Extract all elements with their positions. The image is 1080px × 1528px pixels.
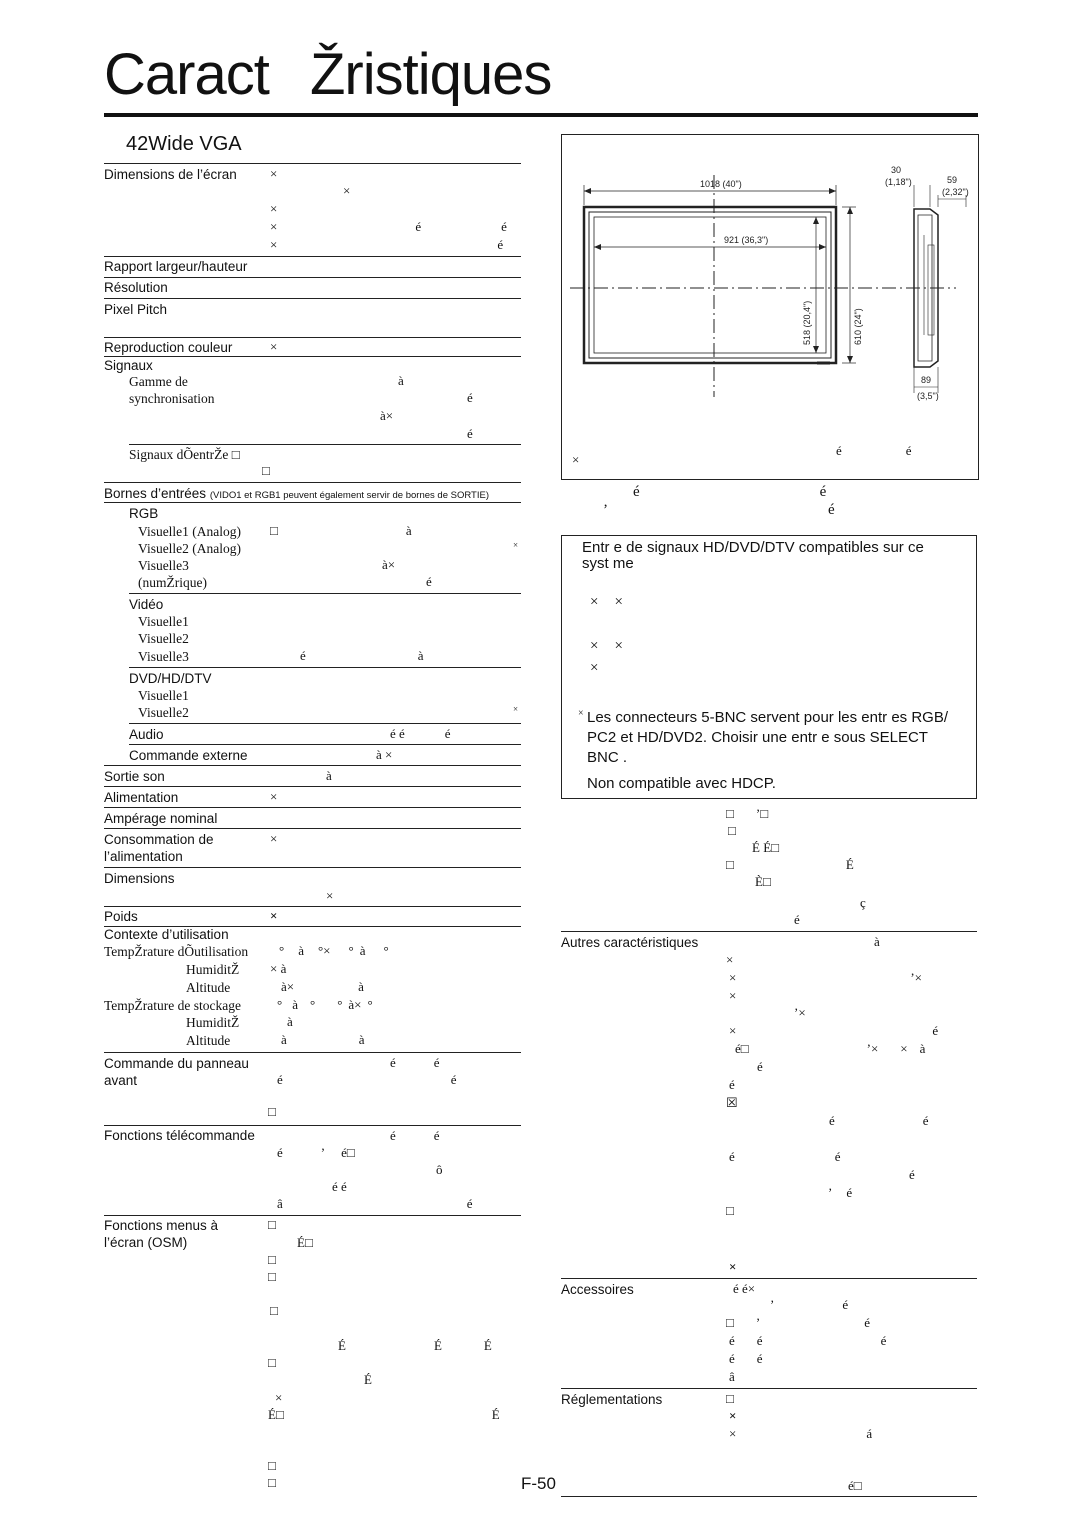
right-glyphs: × é bbox=[729, 1023, 939, 1038]
spec-value-glyphs: × bbox=[270, 339, 278, 354]
right-glyphs: × á bbox=[729, 1426, 873, 1441]
note-hdcp: Non compatible avec HDCP. bbox=[587, 775, 776, 792]
spec-label-accessories: Accessoires bbox=[561, 1282, 634, 1297]
right-glyphs: é□ bbox=[848, 1478, 862, 1493]
spec-rule bbox=[561, 1388, 977, 1389]
spec-value-glyphs: à× bbox=[382, 557, 396, 572]
dim-inner-width: 921 (36,3") bbox=[724, 235, 769, 245]
dim-depth-a1: 30 bbox=[891, 165, 902, 175]
spec-value-glyphs: é bbox=[467, 426, 473, 441]
spec-value-glyphs: é bbox=[426, 574, 432, 589]
spec-value-glyphs: à bbox=[398, 373, 404, 388]
model-heading: 42Wide VGA bbox=[126, 133, 242, 155]
spec-label-rgb-v3b: (numŽrique) bbox=[138, 575, 207, 590]
spec-value-glyphs: à bbox=[287, 1014, 293, 1029]
note-bnc-3: BNC . bbox=[587, 749, 628, 766]
title-part-2: Žristiques bbox=[309, 42, 552, 107]
spec-value-glyphs: □ bbox=[268, 1458, 276, 1473]
spec-rule bbox=[129, 667, 521, 668]
right-glyphs: □ bbox=[726, 1203, 734, 1218]
right-glyphs: ’× bbox=[794, 1005, 806, 1020]
spec-value-glyphs: × bbox=[270, 789, 278, 804]
spec-value-glyphs: ° à °× ° à ° bbox=[279, 943, 389, 958]
spec-value-glyphs: à× bbox=[380, 408, 394, 423]
spec-value-glyphs: × bbox=[270, 201, 278, 216]
spec-value-glyphs: É É É bbox=[338, 1338, 492, 1353]
right-glyphs: × bbox=[729, 988, 737, 1003]
spec-label-regulations: Réglementations bbox=[561, 1392, 663, 1407]
spec-rule bbox=[104, 807, 521, 808]
spec-label-storage-temp: TempŽrature de stockage bbox=[104, 998, 241, 1013]
spec-label-video-v3: Visuelle3 bbox=[138, 649, 189, 664]
right-glyphs: × bbox=[729, 1408, 737, 1423]
spec-value-glyphs: × bbox=[513, 540, 519, 550]
spec-rule bbox=[129, 444, 521, 445]
spec-label-humidity: HumiditŽ bbox=[186, 962, 240, 977]
spec-label-rgb-v2: Visuelle2 (Analog) bbox=[138, 541, 242, 556]
drawing-caption-glyphs: × bbox=[572, 452, 580, 467]
dim-outer-height: 610 (24") bbox=[853, 308, 863, 345]
spec-value-glyphs: é é bbox=[390, 1128, 440, 1143]
note-bnc-2: PC2 et HD/DVD2. Choisir une entr e sous SELECT bbox=[587, 729, 928, 746]
spec-rule bbox=[104, 828, 521, 829]
input-terminals-text: Bornes d’entrées bbox=[104, 486, 207, 501]
title-rule bbox=[104, 113, 978, 117]
spec-label-env: Contexte d’utilisation bbox=[104, 927, 229, 942]
spec-value-glyphs: □ à bbox=[270, 523, 412, 538]
notes-glyphs: × bbox=[578, 708, 584, 719]
drawing-note-glyphs: ’ é bbox=[603, 502, 835, 518]
spec-rule bbox=[104, 1052, 521, 1053]
spec-value-glyphs: ô bbox=[436, 1162, 443, 1177]
dim-depth-a2: (1,18") bbox=[885, 177, 912, 187]
right-glyphs: □ bbox=[726, 1391, 734, 1406]
right-glyphs: × bbox=[729, 1259, 737, 1274]
dim-depth-b2: (2,32") bbox=[942, 187, 969, 197]
spec-rule bbox=[104, 163, 521, 164]
spec-label-video-v2: Visuelle2 bbox=[138, 631, 189, 646]
spec-label-osm-2: l’écran (OSM) bbox=[104, 1235, 188, 1250]
right-glyphs: × ’× bbox=[729, 970, 923, 985]
spec-label-ext-cmd: Commande externe bbox=[129, 748, 248, 763]
spec-value-glyphs: É□ É bbox=[268, 1407, 500, 1422]
spec-value-glyphs: é é bbox=[332, 1179, 347, 1194]
spec-value-glyphs: é é bbox=[277, 1072, 457, 1087]
spec-label-screen-dims: Dimensions de l’écran bbox=[104, 167, 237, 182]
spec-value-glyphs: × bbox=[270, 908, 278, 923]
spec-label-sync-1: Gamme de bbox=[129, 374, 188, 389]
spec-value-glyphs: □ bbox=[268, 1252, 276, 1267]
spec-label-osm-1: Fonctions menus à bbox=[104, 1218, 219, 1233]
note-hd-1: Entr e de signaux HD/DVD/DTV compatibles sur ce bbox=[582, 539, 924, 556]
spec-value-glyphs: à bbox=[326, 768, 332, 783]
input-terminals-note: (VIDO1 et RGB1 peuvent également servir de bornes de SORTIE) bbox=[209, 490, 489, 501]
right-glyphs: È□ bbox=[755, 874, 771, 889]
right-glyphs: é bbox=[909, 1167, 915, 1182]
right-glyphs: □ ’□ bbox=[726, 806, 769, 821]
spec-value-glyphs: à à bbox=[281, 1032, 365, 1047]
spec-rule bbox=[104, 867, 521, 868]
spec-value-glyphs: □ bbox=[268, 1217, 276, 1232]
spec-label-rgb-v1: Visuelle1 (Analog) bbox=[138, 524, 242, 539]
spec-value-glyphs: × bbox=[326, 888, 334, 903]
spec-label-aspect: Rapport largeur/hauteur bbox=[104, 259, 248, 274]
spec-label-front-panel-1: Commande du panneau bbox=[104, 1056, 249, 1071]
right-glyphs: é bbox=[757, 1059, 763, 1074]
spec-rule bbox=[129, 744, 521, 745]
drawing-note-glyphs: é é bbox=[633, 484, 827, 500]
input-signals-text: Signaux dÕentrŽe bbox=[129, 447, 229, 462]
spec-value-glyphs: É□ bbox=[297, 1235, 313, 1250]
spec-label-power: Alimentation bbox=[104, 790, 179, 805]
spec-rule bbox=[104, 256, 521, 257]
dimension-drawing bbox=[562, 135, 978, 479]
spec-value-glyphs: □ bbox=[268, 1269, 276, 1284]
right-glyphs: é é× bbox=[733, 1281, 756, 1296]
page-title bbox=[104, 40, 551, 110]
right-glyphs: ’ é bbox=[828, 1185, 853, 1200]
right-glyphs: â bbox=[729, 1369, 735, 1384]
spec-value-glyphs: × bbox=[343, 183, 351, 198]
spec-value-glyphs: é é bbox=[390, 1055, 440, 1070]
spec-value-glyphs: □ bbox=[268, 1475, 276, 1490]
spec-label-signals: Signaux bbox=[104, 358, 153, 373]
notes-glyphs: × bbox=[590, 660, 599, 676]
spec-label-video-v1: Visuelle1 bbox=[138, 614, 189, 629]
spec-label-weight: Poids bbox=[104, 909, 138, 924]
spec-value-glyphs: é ’ é□ bbox=[277, 1145, 355, 1160]
right-glyphs: ’ é bbox=[770, 1297, 849, 1312]
spec-value-glyphs: □ bbox=[270, 1303, 278, 1318]
spec-rule bbox=[104, 786, 521, 787]
note-bnc-1: Les connecteurs 5-BNC servent pour les entr es RGB/ bbox=[587, 709, 948, 726]
spec-rule bbox=[104, 1125, 521, 1126]
title-part-1: Caract bbox=[104, 42, 269, 107]
spec-rule bbox=[129, 593, 521, 594]
spec-value-glyphs: × bbox=[275, 1390, 283, 1405]
spec-value-glyphs: é bbox=[467, 390, 473, 405]
right-glyphs: à bbox=[874, 934, 880, 949]
right-glyphs: é bbox=[794, 912, 800, 927]
spec-label-dvd-v2: Visuelle2 bbox=[138, 705, 189, 720]
spec-label-resolution: Résolution bbox=[104, 280, 168, 295]
spec-value-glyphs: × é é bbox=[270, 219, 507, 234]
spec-rule bbox=[104, 298, 521, 299]
dim-inner-height: 518 (20,4") bbox=[802, 300, 812, 345]
dimension-drawing-box bbox=[561, 134, 979, 480]
spec-label-op-temp: TempŽrature dÕutilisation bbox=[104, 944, 249, 959]
right-glyphs: é bbox=[729, 1077, 735, 1092]
note-hd-2: syst me bbox=[582, 555, 634, 572]
right-glyphs: é é bbox=[729, 1149, 841, 1164]
spec-label-humidity-2: HumiditŽ bbox=[186, 1015, 240, 1030]
dim-depth-b1: 59 bbox=[947, 175, 958, 185]
spec-label-front-panel-2: avant bbox=[104, 1073, 138, 1088]
spec-rule bbox=[129, 723, 521, 724]
right-glyphs: □ É bbox=[726, 857, 854, 872]
spec-label-other: Autres caractéristiques bbox=[561, 935, 699, 950]
spec-value-glyphs: É bbox=[364, 1372, 372, 1387]
spec-value-glyphs: é à bbox=[300, 648, 424, 663]
spec-rule bbox=[104, 356, 521, 357]
dim-outer-width: 1018 (40") bbox=[700, 179, 742, 189]
right-glyphs: ☒ bbox=[726, 1095, 738, 1110]
spec-rule bbox=[104, 337, 521, 338]
spec-label-altitude-2: Altitude bbox=[186, 1033, 231, 1048]
spec-value-glyphs: □ bbox=[262, 463, 270, 478]
spec-value-glyphs: × bbox=[270, 831, 278, 846]
spec-value-glyphs: ° à ° ° à× ° bbox=[277, 997, 373, 1012]
right-glyphs: é é bbox=[829, 1113, 929, 1128]
notes-glyphs: × × bbox=[590, 638, 623, 654]
spec-label-video: Vidéo bbox=[129, 597, 164, 612]
spec-value-glyphs: × bbox=[513, 704, 519, 714]
spec-label-amperage: Ampérage nominal bbox=[104, 811, 218, 826]
spec-label-color: Reproduction couleur bbox=[104, 340, 233, 355]
spec-label-pixel-pitch: Pixel Pitch bbox=[104, 302, 168, 317]
spec-rule bbox=[104, 482, 521, 483]
spec-label-sound-out: Sortie son bbox=[104, 769, 165, 784]
dim-depth-c2: (3,5") bbox=[917, 391, 939, 401]
spec-label-consumption-2: l’alimentation bbox=[104, 849, 183, 864]
spec-rule bbox=[561, 931, 977, 932]
spec-rule bbox=[104, 277, 521, 278]
spec-value-glyphs: □ bbox=[268, 1355, 276, 1370]
spec-label-remote: Fonctions télécommande bbox=[104, 1128, 255, 1143]
right-glyphs: □ ’ é bbox=[726, 1315, 870, 1330]
page-number: F-50 bbox=[521, 1474, 556, 1493]
spec-rule bbox=[561, 1278, 977, 1279]
spec-label-altitude: Altitude bbox=[186, 980, 231, 995]
notes-glyphs: × × bbox=[590, 594, 623, 610]
spec-label-rgb-v3: Visuelle3 bbox=[138, 558, 189, 573]
spec-label-dimensions: Dimensions bbox=[104, 871, 175, 886]
spec-rule bbox=[104, 502, 521, 503]
spec-value-glyphs: à× à bbox=[281, 979, 364, 994]
right-glyphs: é é bbox=[729, 1351, 763, 1366]
spec-value-glyphs: × à bbox=[270, 961, 287, 976]
spec-value-glyphs: é é é bbox=[390, 726, 451, 741]
spec-rule bbox=[561, 1496, 977, 1497]
spec-value-glyphs: â é bbox=[277, 1196, 473, 1211]
spec-value-glyphs: × é bbox=[270, 237, 504, 252]
right-glyphs: ç bbox=[860, 895, 866, 910]
spec-value-glyphs: à × bbox=[376, 747, 393, 762]
drawing-caption-glyphs: é é bbox=[836, 443, 912, 458]
spec-label-sync-2: synchronisation bbox=[129, 391, 215, 406]
spec-rule bbox=[104, 1215, 521, 1216]
right-glyphs: □ bbox=[728, 823, 736, 838]
right-glyphs: × bbox=[726, 952, 734, 967]
spec-value-glyphs: □ bbox=[268, 1104, 276, 1119]
spec-label-rgb: RGB bbox=[129, 506, 159, 521]
spec-label-input-signals: Signaux dÕentrŽe □ bbox=[129, 447, 240, 462]
spec-rule bbox=[104, 906, 521, 907]
right-glyphs: é□ ’× × à bbox=[735, 1041, 926, 1056]
spec-label-dvd-v1: Visuelle1 bbox=[138, 688, 189, 703]
right-glyphs: é é é bbox=[729, 1333, 887, 1348]
spec-label-dvd: DVD/HD/DTV bbox=[129, 671, 212, 686]
dim-depth-c1: 89 bbox=[921, 375, 932, 385]
notes-box bbox=[561, 535, 977, 799]
right-glyphs: É É□ bbox=[752, 840, 779, 855]
spec-label-consumption-1: Consommation de bbox=[104, 832, 214, 847]
spec-value-glyphs: × bbox=[270, 166, 278, 181]
spec-rule bbox=[104, 765, 521, 766]
spec-label-audio: Audio bbox=[129, 727, 164, 742]
